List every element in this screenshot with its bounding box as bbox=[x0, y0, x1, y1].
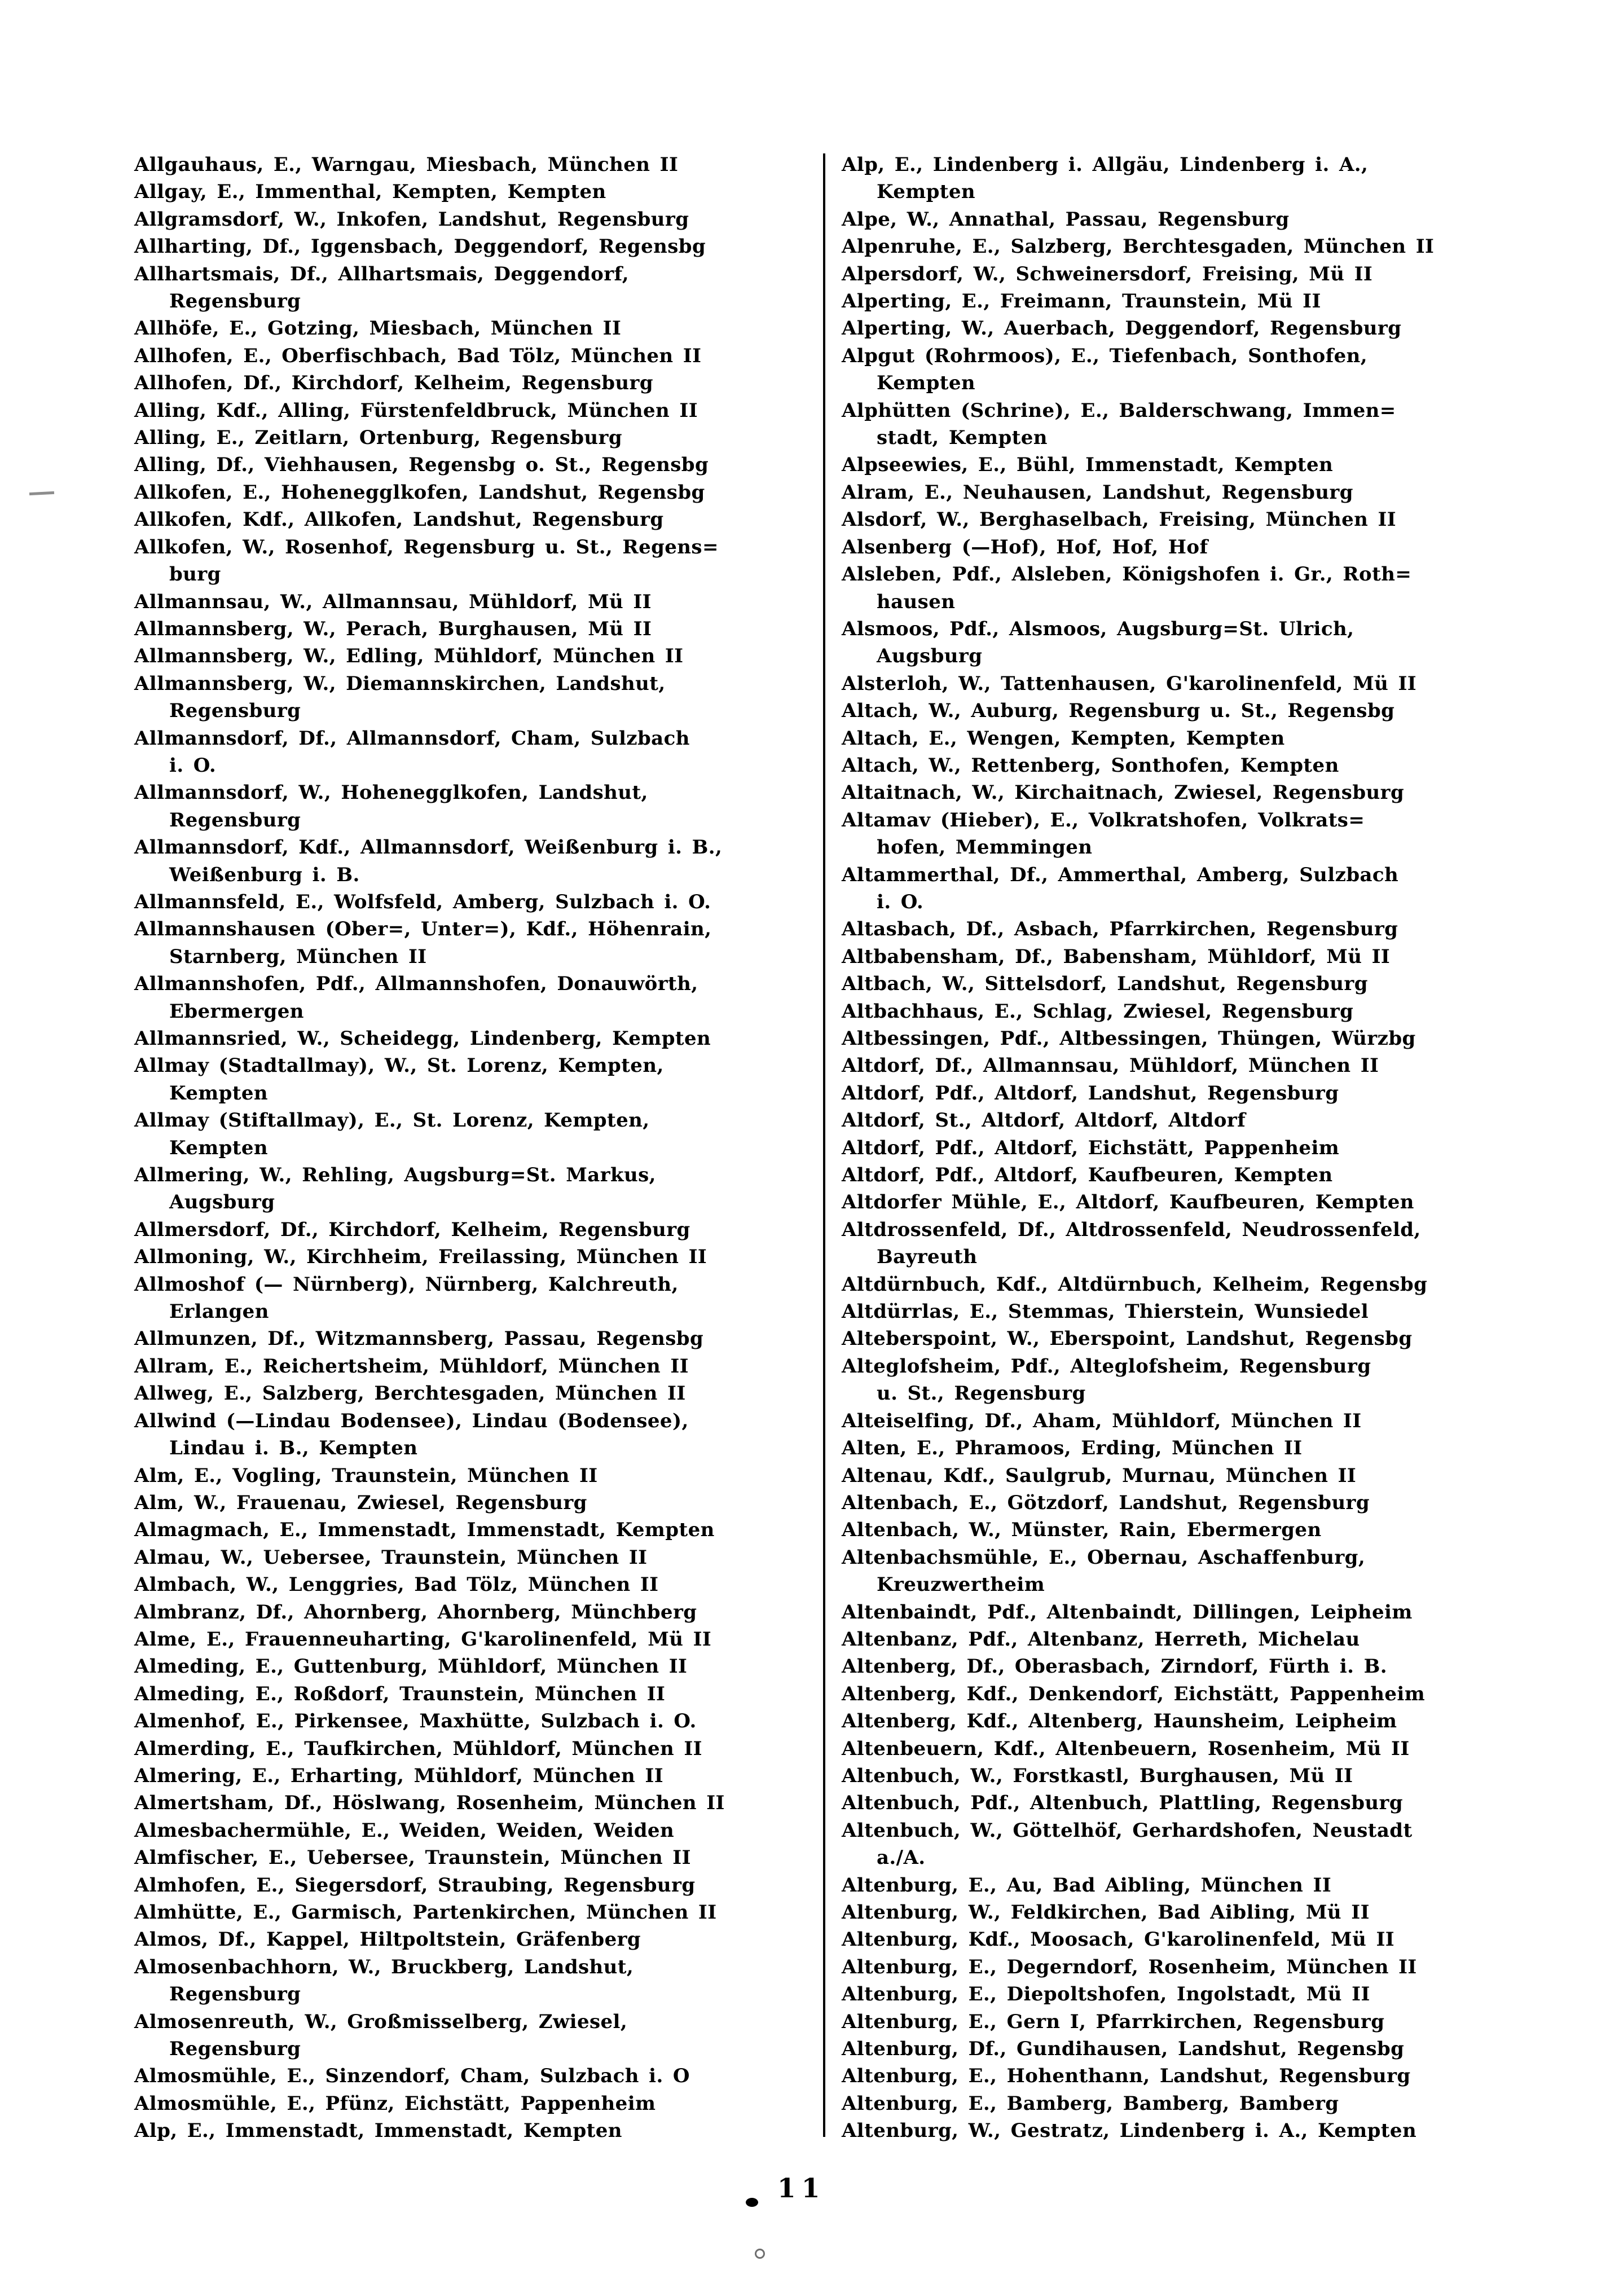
gazetteer-entry bbox=[134, 370, 820, 397]
entry-line: Altach, E., Wengen, Kempten, Kempten bbox=[842, 727, 1285, 750]
entry-line: Altenburg, W., Feldkirchen, Bad Aibling, Mü II bbox=[842, 1901, 1370, 1924]
entry-line: Altenburg, E., Bamberg, Bamberg, Bamberg bbox=[842, 2092, 1339, 2115]
gazetteer-entry bbox=[842, 1080, 1536, 1107]
gazetteer-entry bbox=[842, 206, 1536, 233]
gazetteer-entry bbox=[134, 2090, 820, 2117]
entry-line: Allmannsau, W., Allmannsau, Mühldorf, Mü II bbox=[134, 590, 652, 613]
gazetteer-entry bbox=[134, 315, 820, 342]
entry-line: Alp, E., Lindenberg i. Allgäu, Lindenberg i. A., bbox=[842, 153, 1369, 176]
entry-line: Allmunzen, Df., Witzmannsberg, Passau, Regensbg bbox=[134, 1327, 704, 1351]
entry-line: Alling, Df., Viehhausen, Regensbg o. St., Regensbg bbox=[134, 454, 709, 477]
entry-line: Almeding, E., Guttenburg, Mühldorf, München II bbox=[134, 1655, 688, 1678]
gazetteer-entry bbox=[842, 1872, 1536, 1899]
gazetteer-entry bbox=[842, 561, 1536, 615]
entry-line: Almosmühle, E., Pfünz, Eichstätt, Pappenheim bbox=[134, 2092, 656, 2115]
gazetteer-entry bbox=[134, 1162, 820, 1216]
gazetteer-entry bbox=[842, 315, 1536, 342]
entry-line: Allmannsdorf, Df., Allmannsdorf, Cham, Sulzbach bbox=[134, 727, 690, 750]
entry-line: Alling, Kdf., Alling, Fürstenfeldbruck, München II bbox=[134, 399, 698, 422]
gazetteer-entry bbox=[842, 534, 1536, 561]
gazetteer-entry bbox=[134, 342, 820, 370]
entry-line: Allkofen, E., Hohenegglkofen, Landshut, Regensbg bbox=[134, 481, 705, 504]
gazetteer-entry bbox=[134, 479, 820, 506]
entry-continuation-line: Starnberg, München II bbox=[169, 945, 427, 968]
entry-line: Altenbanz, Pdf., Altenbanz, Herreth, Michelau bbox=[842, 1628, 1360, 1651]
entry-line: Altenbachsmühle, E., Obernau, Aschaffenburg, bbox=[842, 1546, 1366, 1569]
gazetteer-entry bbox=[134, 1489, 820, 1516]
entry-line: Allmersdorf, Df., Kirchdorf, Kelheim, Regensburg bbox=[134, 1218, 690, 1241]
left-column bbox=[134, 151, 820, 2145]
gazetteer-entry bbox=[842, 998, 1536, 1025]
entry-line: Altenbeuern, Kdf., Altenbeuern, Rosenheim, Mü II bbox=[842, 1737, 1410, 1760]
entry-line: Allmay (Stadtallmay), W., St. Lorenz, Kempten, bbox=[134, 1054, 664, 1077]
entry-line: Almbranz, Df., Ahornberg, Ahornberg, Münchberg bbox=[134, 1600, 697, 1624]
gazetteer-entry bbox=[134, 534, 820, 588]
entry-line: Allmannsdorf, Kdf., Allmannsdorf, Weißenburg i. B., bbox=[134, 836, 723, 859]
entry-continuation-line: Regensburg bbox=[169, 2038, 301, 2061]
entry-line: Almagmach, E., Immenstadt, Immenstadt, Kempten bbox=[134, 1519, 715, 1542]
entry-continuation-line: i. O. bbox=[169, 754, 217, 777]
gazetteer-entry bbox=[842, 1681, 1536, 1708]
gazetteer-entry bbox=[842, 943, 1536, 970]
gazetteer-entry bbox=[842, 1407, 1536, 1435]
entry-line: Alram, E., Neuhausen, Landshut, Regensburg bbox=[842, 481, 1353, 504]
gazetteer-entry bbox=[134, 970, 820, 1025]
entry-continuation-line: Erlangen bbox=[169, 1300, 269, 1323]
entry-line: Almeding, E., Roßdorf, Traunstein, München II bbox=[134, 1682, 666, 1705]
entry-line: Allweg, E., Salzberg, Berchtesgaden, München II bbox=[134, 1382, 686, 1405]
gazetteer-entry bbox=[134, 1954, 820, 2008]
gazetteer-entry bbox=[842, 479, 1536, 506]
entry-line: Altenburg, E., Diepoltshofen, Ingolstadt, Mü II bbox=[842, 1983, 1370, 2006]
entry-line: Allkofen, W., Rosenhof, Regensburg u. St., Regens= bbox=[134, 535, 719, 558]
entry-continuation-line: a./A. bbox=[877, 1846, 926, 1870]
margin-dash-artifact bbox=[29, 491, 54, 495]
gazetteer-entry bbox=[134, 588, 820, 615]
entry-line: Altammerthal, Df., Ammerthal, Amberg, Sulzbach bbox=[842, 863, 1399, 886]
entry-line: Altach, W., Rettenberg, Sonthofen, Kempten bbox=[842, 754, 1339, 777]
entry-line: Altenburg, E., Degerndorf, Rosenheim, München II bbox=[842, 1955, 1417, 1978]
gazetteer-entry bbox=[134, 725, 820, 780]
entry-line: Alsterloh, W., Tattenhausen, G'karolinenfeld, Mü II bbox=[842, 672, 1417, 695]
entry-line: Altenburg, E., Au, Bad Aibling, München II bbox=[842, 1873, 1332, 1897]
gazetteer-entry bbox=[134, 2008, 820, 2063]
gazetteer-entry bbox=[842, 1626, 1536, 1653]
entry-continuation-line: Bayreuth bbox=[877, 1246, 978, 1269]
gazetteer-entry bbox=[134, 1407, 820, 1462]
entry-line: Alpseewies, E., Bühl, Immenstadt, Kempten bbox=[842, 454, 1334, 477]
gazetteer-entry bbox=[134, 834, 820, 889]
gazetteer-entry bbox=[842, 1489, 1536, 1516]
gazetteer-entry bbox=[842, 2035, 1536, 2062]
entry-line: Almfischer, E., Uebersee, Traunstein, München II bbox=[134, 1846, 691, 1870]
gazetteer-entry bbox=[842, 970, 1536, 997]
gazetteer-entry bbox=[842, 861, 1536, 916]
gazetteer-entry bbox=[842, 288, 1536, 315]
entry-line: Allhartsmais, Df., Allhartsmais, Deggendorf, bbox=[134, 262, 630, 285]
gazetteer-entry bbox=[134, 397, 820, 424]
entry-continuation-line: u. St., Regensburg bbox=[877, 1382, 1086, 1405]
gazetteer-entry bbox=[134, 1353, 820, 1380]
entry-line: Allmannsfeld, E., Wolfsfeld, Amberg, Sulzbach i. O. bbox=[134, 890, 711, 913]
entry-line: Altenau, Kdf., Saulgrub, Murnau, München II bbox=[842, 1464, 1357, 1487]
entry-line: Allram, E., Reichertsheim, Mühldorf, München II bbox=[134, 1354, 689, 1378]
entry-line: Allhofen, Df., Kirchdorf, Kelheim, Regensburg bbox=[134, 372, 653, 395]
gazetteer-entry bbox=[842, 697, 1536, 724]
entry-line: Altdorf, Pdf., Altdorf, Landshut, Regensburg bbox=[842, 1081, 1339, 1105]
entry-line: Altenbaindt, Pdf., Altenbaindt, Dillingen, Leipheim bbox=[842, 1600, 1413, 1624]
entry-line: Altbabensham, Df., Babensham, Mühldorf, Mü II bbox=[842, 945, 1391, 968]
gazetteer-entry bbox=[134, 1516, 820, 1543]
gazetteer-entry bbox=[134, 1107, 820, 1162]
entry-continuation-line: Regensburg bbox=[169, 808, 301, 832]
entry-continuation-line: burg bbox=[169, 563, 221, 586]
entry-line: Allgay, E., Immenthal, Kempten, Kempten bbox=[134, 181, 606, 204]
gazetteer-entry bbox=[134, 1052, 820, 1107]
entry-line: Allmannshofen, Pdf., Allmannshofen, Donauwörth, bbox=[134, 973, 698, 996]
entry-line: Alsmoos, Pdf., Alsmoos, Augsburg=St. Ulrich, bbox=[842, 617, 1354, 640]
gazetteer-entry bbox=[842, 1599, 1536, 1626]
entry-continuation-line: Regensburg bbox=[169, 1983, 301, 2006]
gazetteer-entry bbox=[842, 1189, 1536, 1216]
entry-line: Altenbach, W., Münster, Rain, Ebermergen bbox=[842, 1519, 1322, 1542]
entry-line: Altbessingen, Pdf., Altbessingen, Thüngen, Würzbg bbox=[842, 1027, 1416, 1050]
gazetteer-entry bbox=[842, 1708, 1536, 1735]
gazetteer-entry bbox=[842, 2062, 1536, 2090]
entry-line: Alm, W., Frauenau, Zwiesel, Regensburg bbox=[134, 1491, 587, 1514]
gazetteer-entry bbox=[134, 1789, 820, 1816]
gazetteer-entry bbox=[134, 1025, 820, 1052]
gazetteer-entry bbox=[842, 2117, 1536, 2144]
entry-line: Altbach, W., Sittelsdorf, Landshut, Regensburg bbox=[842, 973, 1368, 996]
gazetteer-entry bbox=[134, 1216, 820, 1243]
gazetteer-entry bbox=[134, 1899, 820, 1926]
entry-line: Allkofen, Kdf., Allkofen, Landshut, Regensburg bbox=[134, 508, 664, 531]
entry-line: Altenburg, W., Gestratz, Lindenberg i. A., Kempten bbox=[842, 2119, 1417, 2143]
entry-continuation-line: Kempten bbox=[169, 1081, 269, 1105]
gazetteer-entry bbox=[134, 670, 820, 725]
gazetteer-entry bbox=[842, 1926, 1536, 1953]
entry-continuation-line: Regensburg bbox=[169, 700, 301, 723]
entry-line: Allharting, Df., Iggensbach, Deggendorf, Regensbg bbox=[134, 235, 706, 258]
entry-line: Alpersdorf, W., Schweinersdorf, Freising, Mü II bbox=[842, 262, 1373, 285]
entry-continuation-line: i. O. bbox=[877, 890, 924, 913]
entry-line: Almenhof, E., Pirkensee, Maxhütte, Sulzbach i. O. bbox=[134, 1710, 697, 1733]
gazetteer-entry bbox=[842, 615, 1536, 670]
entry-line: Almesbachermühle, E., Weiden, Weiden, Weiden bbox=[134, 1819, 675, 1842]
entry-line: Allmoning, W., Kirchheim, Freilassing, München II bbox=[134, 1246, 707, 1269]
entry-line: Altasbach, Df., Asbach, Pfarrkirchen, Regensburg bbox=[842, 918, 1398, 941]
entry-continuation-line: Augsburg bbox=[877, 645, 983, 668]
entry-line: Almosmühle, E., Sinzendorf, Cham, Sulzbach i. O bbox=[134, 2065, 690, 2088]
gazetteer-entry bbox=[842, 725, 1536, 752]
gazetteer-entry bbox=[842, 2008, 1536, 2035]
entry-line: Alpenruhe, E., Salzberg, Berchtesgaden, München II bbox=[842, 235, 1435, 258]
entry-line: Allwind (—Lindau Bodensee), Lindau (Bodensee), bbox=[134, 1409, 689, 1432]
entry-line: Altenbach, E., Götzdorf, Landshut, Regensburg bbox=[842, 1491, 1370, 1514]
entry-line: Almbach, W., Lenggries, Bad Tölz, München II bbox=[134, 1573, 659, 1596]
gazetteer-entry bbox=[134, 1762, 820, 1789]
entry-line: Altach, W., Auburg, Regensburg u. St., Regensbg bbox=[842, 700, 1395, 723]
gazetteer-entry bbox=[134, 1872, 820, 1899]
gazetteer-entry bbox=[842, 261, 1536, 288]
entry-line: Allmering, W., Rehling, Augsburg=St. Markus, bbox=[134, 1164, 656, 1187]
entry-line: Altaitnach, W., Kirchaitnach, Zwiesel, Regensburg bbox=[842, 781, 1405, 804]
gazetteer-entry bbox=[842, 1735, 1536, 1762]
entry-line: Alphütten (Schrine), E., Balderschwang, Immen= bbox=[842, 399, 1396, 422]
gazetteer-entry bbox=[134, 506, 820, 533]
gazetteer-entry bbox=[842, 1052, 1536, 1079]
gazetteer-entry bbox=[842, 1899, 1536, 1926]
gazetteer-entry bbox=[134, 424, 820, 451]
gazetteer-entry bbox=[134, 1325, 820, 1352]
entry-continuation-line: Kreuzwertheim bbox=[877, 1573, 1045, 1596]
entry-line: Altenburg, E., Gern I, Pfarrkirchen, Regensburg bbox=[842, 2010, 1385, 2033]
entry-continuation-line: Lindau i. B., Kempten bbox=[169, 1437, 418, 1460]
entry-line: Altbachhaus, E., Schlag, Zwiesel, Regensburg bbox=[842, 1000, 1354, 1023]
entry-line: Allgauhaus, E., Warngau, Miesbach, München II bbox=[134, 153, 679, 176]
entry-continuation-line: Kempten bbox=[877, 372, 976, 395]
entry-line: Alsenberg (—Hof), Hof, Hof, Hof bbox=[842, 535, 1208, 558]
gazetteer-entry bbox=[134, 206, 820, 233]
entry-line: Allmoshof (— Nürnberg), Nürnberg, Kalchreuth, bbox=[134, 1273, 679, 1296]
gazetteer-entry bbox=[842, 670, 1536, 697]
entry-continuation-line: Augsburg bbox=[169, 1191, 275, 1214]
gazetteer-entry bbox=[842, 1271, 1536, 1298]
gazetteer-entry bbox=[134, 151, 820, 178]
gazetteer-entry bbox=[134, 2062, 820, 2090]
gazetteer-entry bbox=[842, 1134, 1536, 1162]
entry-line: Almertsham, Df., Höslwang, Rosenheim, München II bbox=[134, 1792, 725, 1815]
gazetteer-entry bbox=[842, 151, 1536, 206]
page-number: 11 bbox=[777, 2173, 826, 2204]
gazetteer-entry bbox=[134, 889, 820, 916]
entry-line: Altenbuch, W., Göttelhöf, Gerhardshofen, Neustadt bbox=[842, 1819, 1413, 1842]
entry-line: Alp, E., Immenstadt, Immenstadt, Kempten bbox=[134, 2119, 622, 2143]
entry-continuation-line: Ebermergen bbox=[169, 1000, 304, 1023]
gazetteer-entry bbox=[842, 451, 1536, 478]
entry-line: Almosenreuth, W., Großmisselberg, Zwiesel, bbox=[134, 2010, 628, 2033]
gazetteer-entry bbox=[134, 643, 820, 670]
entry-line: Allhöfe, E., Gotzing, Miesbach, München II bbox=[134, 317, 622, 340]
gazetteer-entry bbox=[134, 261, 820, 315]
entry-line: Alteglofsheim, Pdf., Alteglofsheim, Regensburg bbox=[842, 1354, 1371, 1378]
entry-line: Allhofen, E., Oberfischbach, Bad Tölz, München II bbox=[134, 344, 702, 367]
gazetteer-entry bbox=[134, 1708, 820, 1735]
gazetteer-entry bbox=[842, 1653, 1536, 1680]
gazetteer-entry bbox=[134, 1243, 820, 1270]
gazetteer-entry bbox=[134, 1653, 820, 1680]
gazetteer-entry bbox=[134, 1681, 820, 1708]
entry-line: Almos, Df., Kappel, Hiltpoltstein, Gräfenberg bbox=[134, 1928, 641, 1951]
entry-line: Almhofen, E., Siegersdorf, Straubing, Regensburg bbox=[134, 1873, 696, 1897]
entry-line: Almau, W., Uebersee, Traunstein, München II bbox=[134, 1546, 648, 1569]
entry-continuation-line: hofen, Memmingen bbox=[877, 836, 1093, 859]
entry-line: Alme, E., Frauenneuharting, G'karolinenfeld, Mü II bbox=[134, 1628, 712, 1651]
ink-blot-artifact bbox=[746, 2198, 758, 2207]
entry-line: Altdürrlas, E., Stemmas, Thierstein, Wunsiedel bbox=[842, 1300, 1369, 1323]
gazetteer-entry bbox=[134, 178, 820, 205]
entry-continuation-line: Kempten bbox=[877, 181, 976, 204]
entry-line: Alsdorf, W., Berghaselbach, Freising, München II bbox=[842, 508, 1397, 531]
gazetteer-entry bbox=[842, 1762, 1536, 1789]
gazetteer-entry bbox=[134, 1462, 820, 1489]
entry-line: Almerding, E., Taufkirchen, Mühldorf, München II bbox=[134, 1737, 702, 1760]
gazetteer-entry bbox=[134, 1599, 820, 1626]
entry-line: Alsleben, Pdf., Alsleben, Königshofen i. Gr., Roth= bbox=[842, 563, 1412, 586]
entry-line: Allmay (Stiftallmay), E., St. Lorenz, Kempten, bbox=[134, 1109, 650, 1132]
entry-continuation-line: Kempten bbox=[169, 1136, 269, 1159]
entry-line: Alpe, W., Annathal, Passau, Regensburg bbox=[842, 208, 1290, 231]
gazetteer-entry bbox=[134, 1817, 820, 1844]
gazetteer-entry bbox=[134, 1571, 820, 1598]
gazetteer-entry bbox=[842, 233, 1536, 260]
entry-line: Altdorf, Pdf., Altdorf, Eichstätt, Pappenheim bbox=[842, 1136, 1340, 1159]
entry-line: Allmannsberg, W., Perach, Burghausen, Mü II bbox=[134, 617, 652, 640]
gazetteer-entry bbox=[134, 2117, 820, 2144]
gazetteer-entry bbox=[842, 1544, 1536, 1599]
gazetteer-entry bbox=[134, 1380, 820, 1407]
entry-line: Altenburg, Df., Gundihausen, Landshut, Regensbg bbox=[842, 2038, 1405, 2061]
entry-line: Almosenbachhorn, W., Bruckberg, Landshut, bbox=[134, 1955, 634, 1978]
gazetteer-entry bbox=[134, 1626, 820, 1653]
entry-line: Alteberspoint, W., Eberspoint, Landshut, Regensbg bbox=[842, 1327, 1413, 1351]
gazetteer-entry bbox=[134, 1544, 820, 1571]
gazetteer-entry bbox=[134, 451, 820, 478]
gazetteer-entry bbox=[842, 2090, 1536, 2117]
gazetteer-entry bbox=[134, 233, 820, 260]
gazetteer-entry bbox=[134, 1735, 820, 1762]
gazetteer-entry bbox=[842, 1298, 1536, 1325]
entry-line: Alteiselfing, Df., Aham, Mühldorf, München II bbox=[842, 1409, 1362, 1432]
entry-continuation-line: hausen bbox=[877, 590, 956, 613]
entry-line: Alten, E., Phramoos, Erding, München II bbox=[842, 1437, 1303, 1460]
entry-line: Allmannshausen (Ober=, Unter=), Kdf., Höhenrain, bbox=[134, 918, 712, 941]
entry-line: Altenbuch, W., Forstkastl, Burghausen, Mü II bbox=[842, 1764, 1353, 1787]
gazetteer-entry bbox=[842, 807, 1536, 861]
scan-speck-artifact bbox=[755, 2249, 765, 2259]
gazetteer-entry bbox=[134, 1844, 820, 1871]
entry-line: Allmannsried, W., Scheidegg, Lindenberg, Kempten bbox=[134, 1027, 711, 1050]
gazetteer-entry bbox=[842, 506, 1536, 533]
gazetteer-entry bbox=[842, 1981, 1536, 2008]
entry-line: Altdorfer Mühle, E., Altdorf, Kaufbeuren, Kempten bbox=[842, 1191, 1414, 1214]
entry-line: Altenburg, E., Hohenthann, Landshut, Regensburg bbox=[842, 2065, 1411, 2088]
gazetteer-entry bbox=[842, 916, 1536, 943]
gazetteer-entry bbox=[842, 1162, 1536, 1189]
entry-line: Altenberg, Kdf., Denkendorf, Eichstätt, Pappenheim bbox=[842, 1682, 1426, 1705]
entry-continuation-line: Regensburg bbox=[169, 290, 301, 313]
gazetteer-entry bbox=[842, 1325, 1536, 1352]
entry-line: Alm, E., Vogling, Traunstein, München II bbox=[134, 1464, 598, 1487]
entry-line: Almhütte, E., Garmisch, Partenkirchen, München II bbox=[134, 1901, 717, 1924]
gazetteer-entry bbox=[842, 1107, 1536, 1134]
entry-line: Allmannsberg, W., Diemannskirchen, Landshut, bbox=[134, 672, 666, 695]
entry-line: Alling, E., Zeitlarn, Ortenburg, Regensburg bbox=[134, 426, 623, 450]
gazetteer-entry bbox=[134, 779, 820, 834]
entry-line: Altenbuch, Pdf., Altenbuch, Plattling, Regensburg bbox=[842, 1792, 1404, 1815]
gazetteer-entry bbox=[842, 1817, 1536, 1872]
gazetteer-entry bbox=[842, 752, 1536, 779]
entry-line: Alperting, W., Auerbach, Deggendorf, Regensburg bbox=[842, 317, 1402, 340]
entry-line: Altenberg, Df., Oberasbach, Zirndorf, Fürth i. B. bbox=[842, 1655, 1388, 1678]
entry-line: Altdürnbuch, Kdf., Altdürnbuch, Kelheim, Regensbg bbox=[842, 1273, 1428, 1296]
entry-line: Allmannsdorf, W., Hohenegglkofen, Landshut, bbox=[134, 781, 648, 804]
gazetteer-entry bbox=[842, 1462, 1536, 1489]
gazetteer-entry bbox=[134, 1271, 820, 1326]
gazetteer-entry bbox=[842, 1516, 1536, 1543]
gazetteer-entry bbox=[134, 916, 820, 970]
entry-line: Allmannsberg, W., Edling, Mühldorf, München II bbox=[134, 645, 684, 668]
entry-continuation-line: Weißenburg i. B. bbox=[169, 863, 360, 886]
entry-line: Alpgut (Rohrmoos), E., Tiefenbach, Sonthofen, bbox=[842, 344, 1368, 367]
entry-line: Altdrossenfeld, Df., Altdrossenfeld, Neudrossenfeld, bbox=[842, 1218, 1421, 1241]
gazetteer-entry bbox=[842, 1216, 1536, 1271]
entry-line: Altenburg, Kdf., Moosach, G'karolinenfeld, Mü II bbox=[842, 1928, 1395, 1951]
entry-line: Altdorf, Pdf., Altdorf, Kaufbeuren, Kempten bbox=[842, 1164, 1333, 1187]
entry-line: Altdorf, St., Altdorf, Altdorf, Altdorf bbox=[842, 1109, 1246, 1132]
entry-line: Alperting, E., Freimann, Traunstein, Mü II bbox=[842, 290, 1321, 313]
gazetteer-entry bbox=[842, 397, 1536, 452]
entry-line: Allgramsdorf, W., Inkofen, Landshut, Regensburg bbox=[134, 208, 689, 231]
gazetteer-entry bbox=[842, 1789, 1536, 1816]
gazetteer-entry bbox=[842, 1954, 1536, 1981]
entry-line: Almering, E., Erharting, Mühldorf, München II bbox=[134, 1764, 664, 1787]
gazetteer-entry bbox=[842, 342, 1536, 397]
right-column bbox=[842, 151, 1536, 2145]
entry-line: Altenberg, Kdf., Altenberg, Haunsheim, Leipheim bbox=[842, 1710, 1397, 1733]
gazetteer-entry bbox=[842, 1025, 1536, 1052]
gazetteer-entry bbox=[134, 1926, 820, 1953]
column-divider-rule bbox=[823, 153, 825, 2137]
entry-continuation-line: stadt, Kempten bbox=[877, 426, 1048, 450]
gazetteer-entry bbox=[842, 1435, 1536, 1462]
entry-line: Altdorf, Df., Allmannsau, Mühldorf, München II bbox=[842, 1054, 1379, 1077]
gazetteer-entry bbox=[134, 615, 820, 643]
gazetteer-entry bbox=[842, 1353, 1536, 1407]
entry-line: Altamav (Hieber), E., Volkratshofen, Volkrats= bbox=[842, 808, 1365, 832]
gazetteer-entry bbox=[842, 779, 1536, 806]
